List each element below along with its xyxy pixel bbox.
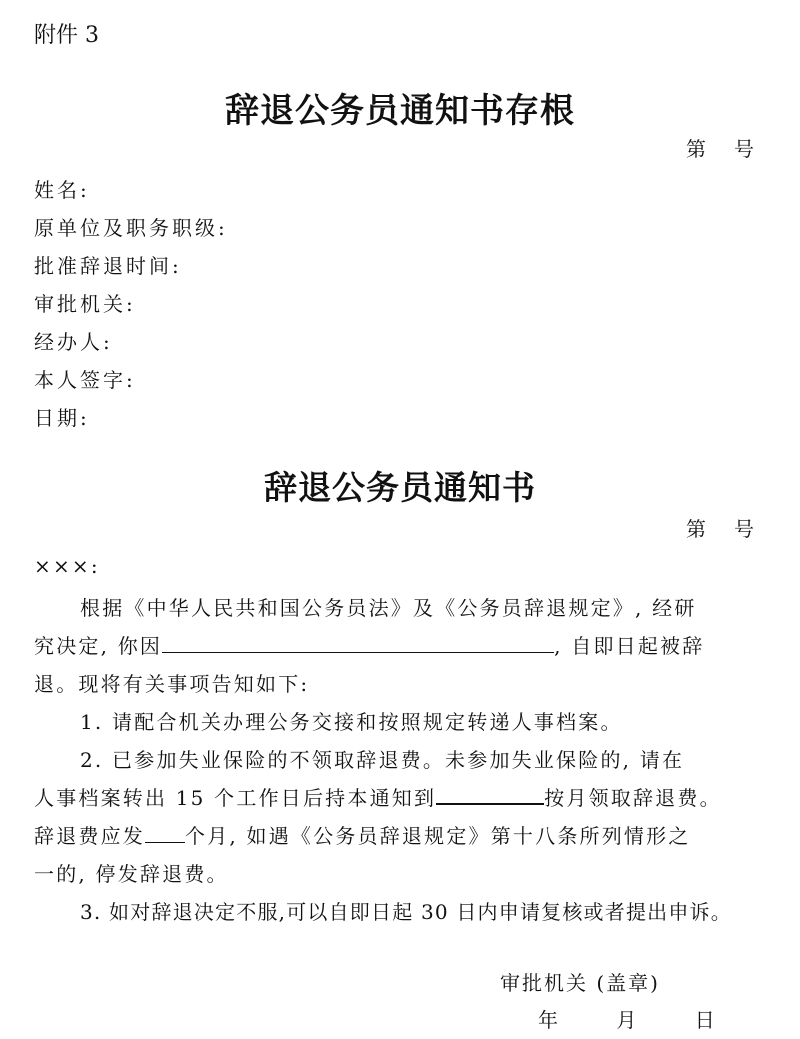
notice-item-3: 3. 如对辞退决定不服,可以自即日起 30 日内申请复核或者提出申诉。 xyxy=(80,900,732,924)
notice-item-2-line: 一的, 停发辞退费。 xyxy=(34,862,229,886)
reason-blank-line xyxy=(162,632,554,653)
months-blank-line xyxy=(145,822,185,843)
stub-field-signature: 本人签字: xyxy=(34,368,136,392)
location-blank-line xyxy=(436,783,544,805)
notice-salutation: ×××: xyxy=(34,554,100,578)
notice-item-2-line xyxy=(34,820,691,849)
stub-field-date: 日期: xyxy=(34,406,90,430)
attachment-label: 附件 3 xyxy=(34,23,99,48)
stub-field-approval-time: 批准辞退时间: xyxy=(34,254,182,278)
stub-field-approving-authority: 审批机关: xyxy=(34,292,136,316)
notice-title: 辞退公务员通知书 xyxy=(264,468,536,507)
notice-serial-number: 第号 xyxy=(686,517,782,541)
stub-field-handler: 经办人: xyxy=(34,330,113,354)
notice-paragraph-line xyxy=(34,630,704,659)
stub-field-name: 姓名: xyxy=(34,178,90,202)
notice-paragraph-line: 根据《中华人民共和国公务员法》及《公务员辞退规定》, 经研 xyxy=(80,596,697,620)
stub-title: 辞退公务员通知书存根 xyxy=(225,91,575,131)
stub-serial-number: 第号 xyxy=(686,137,782,161)
signature-date: 年 月 日 xyxy=(538,1008,741,1032)
notice-text-segment: 按月领取辞退费。 xyxy=(544,786,722,810)
notice-item-2-line: 2. 已参加失业保险的不领取辞退费。未参加失业保险的, 请在 xyxy=(80,748,685,772)
notice-item-1: 1. 请配合机关办理公务交接和按照规定转递人事档案。 xyxy=(80,710,623,734)
notice-paragraph-line: 退。现将有关事项告知如下: xyxy=(34,672,310,696)
signature-authority-seal: 审批机关 (盖章) xyxy=(500,971,660,995)
notice-item-2-line xyxy=(34,782,722,811)
notice-text-segment: 人事档案转出 15 个工作日后持本通知到 xyxy=(34,786,437,810)
notice-text-segment: 辞退费应发 xyxy=(34,824,145,848)
notice-text-segment: 个月, 如遇《公务员辞退规定》第十八条所列情形之 xyxy=(185,824,691,848)
notice-text-segment: , 自即日起被辞 xyxy=(554,634,705,658)
notice-text-segment: 究决定, 你因 xyxy=(34,634,163,658)
stub-field-unit-position: 原单位及职务职级: xyxy=(34,216,228,240)
